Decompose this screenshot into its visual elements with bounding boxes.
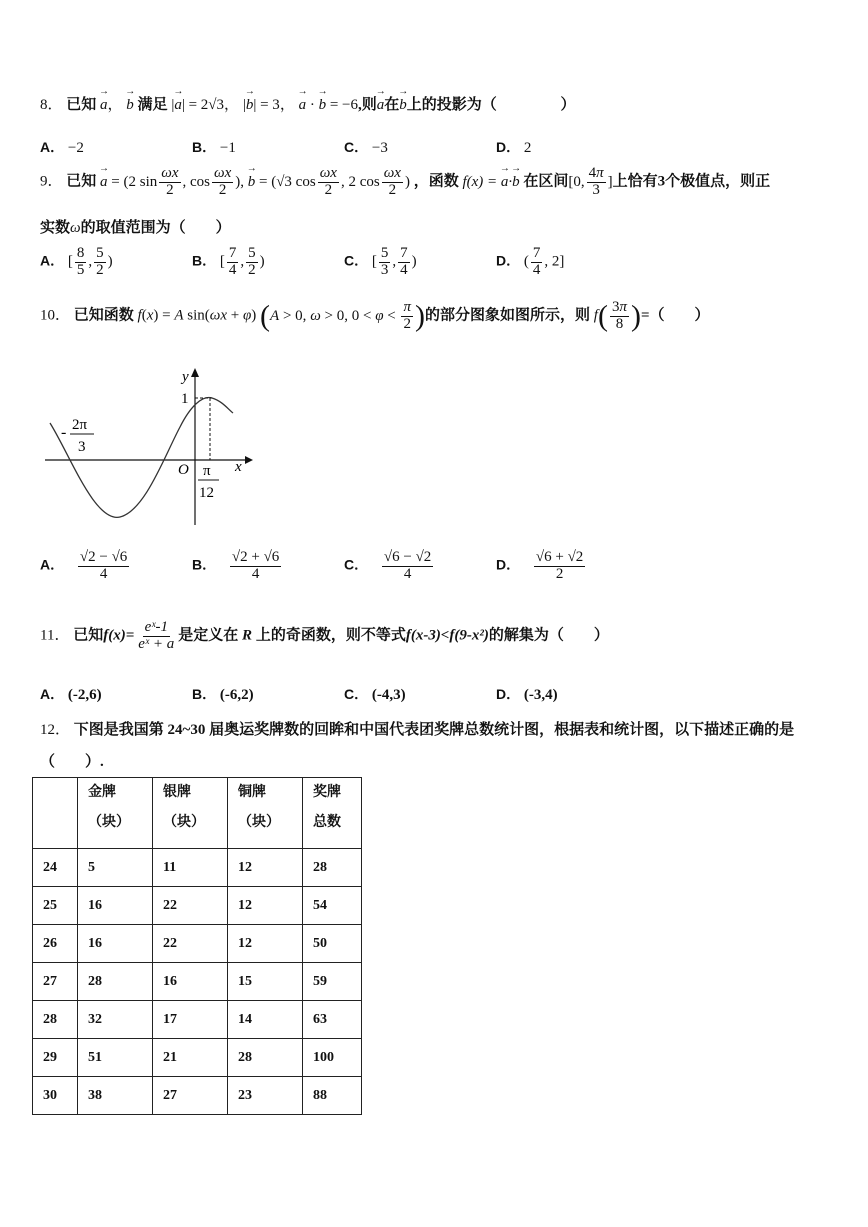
medal-table xyxy=(32,777,362,1115)
table-cell: 32 xyxy=(78,1001,153,1039)
q11-text: 已知 xyxy=(73,627,104,644)
q8-text-c: ,则 xyxy=(358,97,377,113)
table-cell: 59 xyxy=(303,963,362,1001)
table-cell: 28 xyxy=(78,963,153,1001)
left-tick-num: 2π xyxy=(72,417,88,433)
option-label: C． xyxy=(344,556,369,573)
q11-number: 11． xyxy=(40,627,70,644)
table-cell: 22 xyxy=(153,925,228,963)
option-value: 2 xyxy=(523,140,532,156)
table-cell: 26 xyxy=(33,925,78,963)
q12-number: 12． xyxy=(40,722,71,738)
y-axis-label: y xyxy=(182,369,189,385)
option-value: −3 xyxy=(371,140,388,156)
table-header-cell xyxy=(303,778,362,849)
numerator: √2 + √6 xyxy=(231,549,280,565)
option-label: A． xyxy=(40,556,65,573)
question-8: 8． 已知 → a， → b 满足 |→ a| = 2√3， |→ b| = 3， → a · → b = −6,则→ a在→ b上的投影为（ ） xyxy=(40,93,576,114)
q9-text: 已知 xyxy=(66,173,97,190)
q11-option-b[interactable] xyxy=(192,684,254,704)
q8-cond3: = −6 xyxy=(329,97,358,113)
table-row xyxy=(33,925,362,963)
q10-option-c[interactable] xyxy=(344,550,435,583)
q9-interval: [0, $\frac{4\pi}{3}$ ] xyxy=(568,165,613,198)
one-label: 1 xyxy=(181,391,189,407)
numerator: 7 xyxy=(532,245,541,261)
table-cell: 28 xyxy=(228,1039,303,1077)
q11-R: R xyxy=(242,627,253,644)
denominator: 4 xyxy=(228,261,237,278)
numerator: 8 xyxy=(76,245,85,261)
option-label: B． xyxy=(192,252,217,269)
q9-option-b[interactable]: B． [ $\frac{7}{4}$ , $\frac{5}{2}$ ) xyxy=(192,245,265,278)
table-cell: 24 xyxy=(33,849,78,887)
q8-option-b[interactable] xyxy=(192,137,236,157)
table-cell: 5 xyxy=(78,849,153,887)
abs-a: |→ a| xyxy=(171,97,185,113)
option-value: (-6,2) xyxy=(219,687,254,703)
q8-cond2: = 3 xyxy=(260,97,280,113)
q11-text-b: 是定义在 xyxy=(178,627,239,644)
q9-vector-a-def: → a = (2 sin $\frac{\omega x}{2}$ , cos $\frac{\omega x}{2}$ ), → b = (√3 cos $\frac{\omega x}{2}$ , 2 cos $\frac{\omega x}{2}$ ) xyxy=(100,174,414,190)
table-cell: 16 xyxy=(78,887,153,925)
q8-number: 8． xyxy=(40,97,63,113)
header-line: （块） xyxy=(163,815,205,830)
abs-b: |→ b| xyxy=(243,97,257,113)
origin-label: O xyxy=(178,462,189,478)
numerator: √2 − √6 xyxy=(79,549,128,565)
table-header-row xyxy=(33,778,362,849)
table-cell: 21 xyxy=(153,1039,228,1077)
numerator: √6 + √2 xyxy=(535,549,584,565)
question-12 xyxy=(40,718,794,739)
table-cell: 27 xyxy=(153,1077,228,1115)
header-line: （块） xyxy=(88,815,130,830)
table-cell: 50 xyxy=(303,925,362,963)
option-label: D． xyxy=(496,686,521,702)
q10-option-b[interactable] xyxy=(192,550,283,583)
option-value: (-3,4) xyxy=(523,687,558,703)
q10-text: 已知函数 xyxy=(73,307,134,324)
table-cell: 30 xyxy=(33,1077,78,1115)
q8-text-end: ） xyxy=(560,97,576,113)
table-cell: 16 xyxy=(78,925,153,963)
option-label: A． xyxy=(40,252,65,269)
numerator: 7 xyxy=(400,245,408,261)
q8-option-d[interactable] xyxy=(496,137,531,157)
denominator: 2 xyxy=(248,261,256,278)
denominator: 4 xyxy=(403,565,412,582)
q8-text-d: 在 xyxy=(384,97,400,113)
table-cell: 17 xyxy=(153,1001,228,1039)
header-line: 铜牌 xyxy=(238,785,266,800)
q10-text-end: =（ ） xyxy=(640,307,710,324)
table-cell: 88 xyxy=(303,1077,362,1115)
q10-number: 10． xyxy=(40,307,71,324)
denominator: 2 xyxy=(96,261,104,278)
table-header-cell xyxy=(153,778,228,849)
table-cell: 15 xyxy=(228,963,303,1001)
option-label: C． xyxy=(344,252,369,269)
table-cell: 54 xyxy=(303,887,362,925)
q11-text-c: 上的奇函数，则不等式 xyxy=(255,627,406,644)
q10-option-a[interactable] xyxy=(40,550,131,583)
left-sign: - xyxy=(61,424,67,441)
x-axis-arrow xyxy=(245,456,253,464)
q9-option-c[interactable]: C． [ $\frac{5}{3}$ , $\frac{7}{4}$ ) xyxy=(344,245,417,278)
table-cell: 25 xyxy=(33,887,78,925)
q8-cond1: = 2√3 xyxy=(188,97,225,113)
option-label: B． xyxy=(192,556,217,573)
table-cell: 38 xyxy=(78,1077,153,1115)
q10-function: f(x) = A sin(ωx + φ) xyxy=(137,307,257,324)
table-cell: 28 xyxy=(33,1001,78,1039)
header-line: 金牌 xyxy=(88,785,116,800)
option-value: −2 xyxy=(67,140,84,156)
x-axis-label: x xyxy=(235,459,242,475)
option-label: C． xyxy=(344,139,369,155)
q12-text: 下图是我国第 24~30 届奥运奖牌数的回眸和中国代表团奖牌总数统计图，根据表和统计图，以下描述正确的是 xyxy=(73,722,795,738)
q8-text-b: 满足 xyxy=(137,97,168,113)
numerator: 5 xyxy=(96,245,104,261)
table-cell: 11 xyxy=(153,849,228,887)
header-line: 奖牌 xyxy=(313,785,341,800)
vector-a: → a xyxy=(100,97,108,114)
bracket: [ xyxy=(371,253,377,270)
q9-option-a[interactable]: A． [ $\frac{8}{5}$ , $\frac{5}{2}$ ) xyxy=(40,245,113,278)
function-graph xyxy=(40,365,260,535)
option-label: C． xyxy=(344,686,369,702)
table-row xyxy=(33,849,362,887)
bracket: [ xyxy=(219,253,225,270)
q8-sep: ， xyxy=(107,97,123,113)
q9-fx: f(x) = → a·→ b xyxy=(462,174,519,190)
interval-tail: , 2] xyxy=(544,253,565,270)
table-cell: 51 xyxy=(78,1039,153,1077)
table-cell: 12 xyxy=(228,887,303,925)
denominator: 2 xyxy=(555,565,564,582)
vector-b: → b xyxy=(126,97,134,114)
q11-option-a[interactable] xyxy=(40,684,102,704)
y-axis-arrow xyxy=(191,368,199,377)
q10-option-d[interactable] xyxy=(496,550,587,583)
table-row xyxy=(33,1077,362,1115)
q9-text-d: 上恰有3个极值点，则正 xyxy=(612,173,771,190)
numerator: 5 xyxy=(248,245,256,261)
denominator: 4 xyxy=(532,261,541,278)
option-label: D． xyxy=(496,139,521,155)
denominator: 4 xyxy=(99,565,108,582)
q12-line2: （ ）. xyxy=(40,754,104,770)
table-header-cell xyxy=(228,778,303,849)
table-header-cell xyxy=(78,778,153,849)
question-9 xyxy=(40,166,770,199)
q11-option-c[interactable] xyxy=(344,684,406,704)
header-line: 总数 xyxy=(313,815,341,830)
right-tick-den: 12 xyxy=(199,485,214,501)
bracket: ( xyxy=(523,253,529,270)
q11-inequality: f(x-3)<f(9-x²) xyxy=(405,627,489,644)
table-cell: 100 xyxy=(303,1039,362,1077)
table-row xyxy=(33,887,362,925)
q9-text-b: ，函数 xyxy=(413,173,459,190)
table-row xyxy=(33,963,362,1001)
q8-option-c[interactable] xyxy=(344,137,388,157)
option-label: B． xyxy=(192,139,217,155)
denominator: 3 xyxy=(380,261,389,278)
denominator: 5 xyxy=(76,261,85,278)
bracket: ) xyxy=(411,253,417,270)
q11-numerator: eˣ-1 xyxy=(144,619,168,635)
table-cell: 27 xyxy=(33,963,78,1001)
q9-line2-text: 实数 xyxy=(40,220,71,236)
numerator: 5 xyxy=(380,245,389,261)
q9-text-c: 在区间 xyxy=(523,173,569,190)
bracket: ) xyxy=(107,253,113,270)
table-cell: 23 xyxy=(228,1077,303,1115)
question-11 xyxy=(40,620,609,653)
left-tick-den: 3 xyxy=(78,439,86,455)
q8-option-a[interactable] xyxy=(40,137,84,157)
table-cell: 12 xyxy=(228,849,303,887)
q10-text-b: 的部分图象如图所示，则 xyxy=(425,307,591,324)
question-10: 10． 已知函数 f(x) = A sin(ωx + φ) (A > 0, ω > 0, 0 < φ < $\frac{\pi}{2}$ )的部分图象如图所示，则 f( $\frac{3\pi}{8}$ )=（ ） xyxy=(40,299,710,333)
q11-denominator: eˣ + a xyxy=(138,635,175,652)
header-line: （块） xyxy=(238,815,280,830)
q9-line2-b: 的取值范围为（ ） xyxy=(80,220,231,236)
option-label: A． xyxy=(40,139,65,155)
dot-product: → a · → b xyxy=(299,97,327,113)
q8-text: 已知 xyxy=(66,97,97,113)
q11-text-d: 的解集为（ ） xyxy=(488,627,609,644)
option-label: D． xyxy=(496,252,521,269)
table-cell: 12 xyxy=(228,925,303,963)
option-value: (-2,6) xyxy=(67,687,102,703)
bracket: ) xyxy=(259,253,265,270)
table-cell: 63 xyxy=(303,1001,362,1039)
table-cell: 28 xyxy=(303,849,362,887)
bracket: [ xyxy=(67,253,73,270)
q8-text-e: 上的投影为（ xyxy=(406,97,497,113)
option-label: A． xyxy=(40,686,65,702)
option-label: B． xyxy=(192,686,217,702)
q9-option-d[interactable] xyxy=(496,246,564,279)
table-header-cell xyxy=(33,778,78,849)
q11-fx: f(x)= xyxy=(103,627,135,644)
numerator: 7 xyxy=(228,245,237,261)
table-cell: 29 xyxy=(33,1039,78,1077)
table-cell: 14 xyxy=(228,1001,303,1039)
option-value: −1 xyxy=(219,140,236,156)
denominator: 4 xyxy=(251,565,260,582)
option-label: D． xyxy=(496,556,521,573)
q9-number: 9． xyxy=(40,173,63,190)
numerator: √6 − √2 xyxy=(383,549,432,565)
right-tick-num: π xyxy=(203,463,211,479)
table-row xyxy=(33,1039,362,1077)
table-cell: 16 xyxy=(153,963,228,1001)
q9-line2 xyxy=(40,216,231,237)
q10-conditions: A > 0, ω > 0, 0 < φ < $\frac{\pi}{2}$ xyxy=(270,299,411,332)
q11-option-d[interactable] xyxy=(496,684,558,704)
omega-symbol: ω xyxy=(70,220,81,236)
option-value: (-4,3) xyxy=(371,687,406,703)
table-cell: 22 xyxy=(153,887,228,925)
denominator: 4 xyxy=(400,261,408,278)
table-row xyxy=(33,1001,362,1039)
header-line: 银牌 xyxy=(163,785,191,800)
